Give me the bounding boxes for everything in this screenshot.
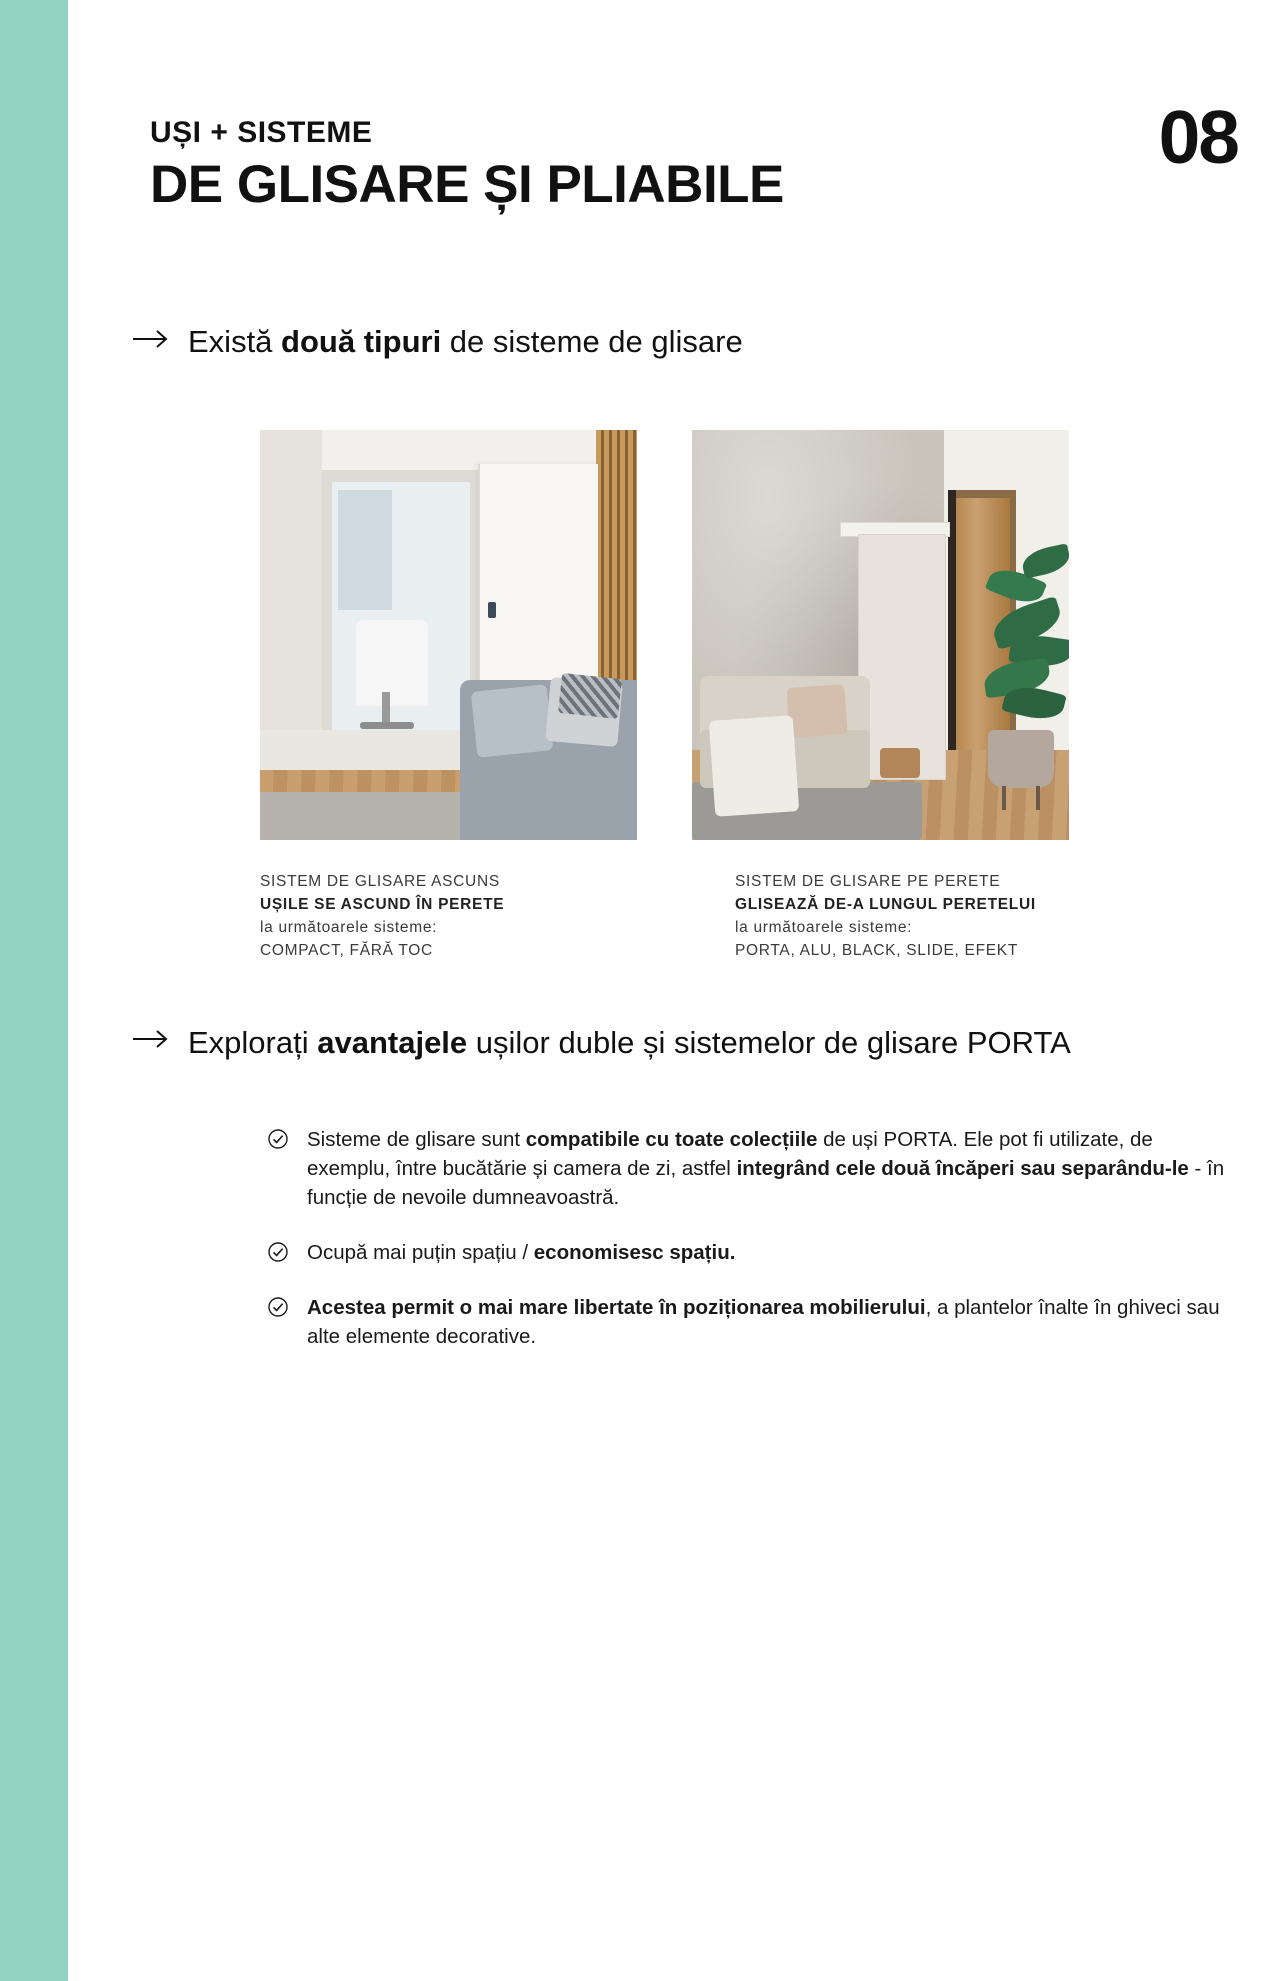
section-heading-text [188,322,743,361]
caption-line-1: SISTEM DE GLISARE ASCUNS [260,873,500,890]
list-item [267,1238,1225,1267]
photo-card-wall-system [692,430,1069,840]
heading-post: de sisteme de glisare [441,324,743,359]
header-kicker: UȘI + SISTEME [150,116,373,149]
caption-wall-system [735,870,1155,962]
photo-hidden-sliding-system [260,430,637,840]
caption-line-1: SISTEM DE GLISARE PE PERETE [735,873,1001,890]
caption-line-2: UȘILE SE ASCUND ÎN PERETE [260,896,505,913]
photo-wall-sliding-system [692,430,1069,840]
page-number: 08 [1158,95,1238,179]
heading-pre: Există [188,324,282,359]
arrow-right-icon [132,322,188,360]
arrow-right-icon [132,1022,188,1060]
caption-line-2: GLISEAZĂ DE-A LUNGUL PERETELUI [735,896,1036,913]
list-item [267,1125,1225,1212]
caption-line-3: la următoarele sisteme: [260,919,438,936]
left-accent-band-gap [68,0,82,1981]
caption-hidden-system [260,870,680,962]
photo-row [260,430,1270,840]
left-accent-band [0,0,68,1981]
caption-line-4: PORTA, ALU, BLACK, SLIDE, EFEKT [735,942,1018,959]
heading-pre: Explorați [188,1025,318,1060]
list-item [267,1293,1225,1351]
photo-card-hidden-system [260,430,637,840]
check-circle-icon [267,1238,307,1263]
heading-bold: două tipuri [281,324,442,359]
heading-post: ușilor duble și sistemelor de glisare PORTA [467,1025,1071,1060]
list-item-text: Ocupă mai puțin spațiu / economisesc spațiu. [307,1241,736,1264]
page-header [150,116,1240,214]
check-circle-icon [267,1125,307,1150]
heading-bold: avantajele [317,1025,468,1060]
section-heading-types [132,322,1240,361]
page-content [82,0,1280,1981]
section-heading-advantages [132,1022,1220,1064]
photo-captions [260,870,1270,962]
list-item-text: Acestea permit o mai mare libertate în poziționarea mobilierului, a plantelor înalte în ghiveci sau alte elemente decorative. [307,1296,1220,1348]
section-heading-text [188,1022,1071,1064]
list-item-text: Sisteme de glisare sunt compatibile cu toate colecțiile de uși PORTA. Ele pot fi utilizate, de exemplu, între bucătărie și camera de zi, astfel integrând cele două încăperi sau separându-le - în funcție de nevoile dumneavoastră. [307,1128,1225,1209]
check-circle-icon [267,1293,307,1318]
advantages-list [267,1125,1225,1377]
caption-line-4: COMPACT, FĂRĂ TOC [260,942,433,959]
caption-line-3: la următoarele sisteme: [735,919,913,936]
page-title: DE GLISARE ȘI PLIABILE [150,155,784,214]
